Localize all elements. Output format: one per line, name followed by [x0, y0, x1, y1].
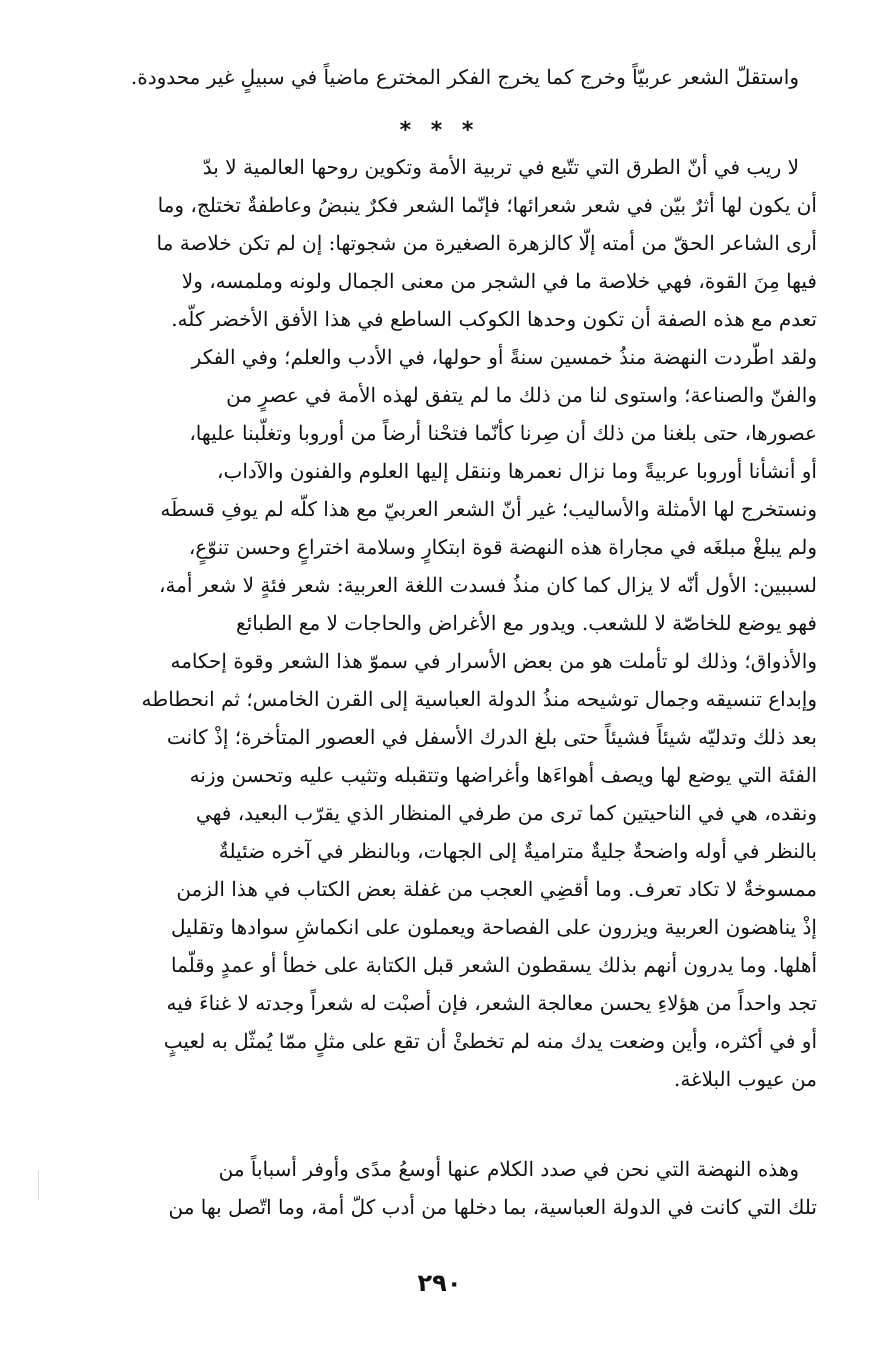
intro-paragraph: [62, 58, 817, 96]
text-line: أو أنشأنا أوروبا عربيةً وما نزال نعمرها وننقل إليها العلوم والفنون والآداب،: [217, 459, 817, 483]
main-paragraph: [62, 148, 817, 1098]
text-line: ونقده، هي في الناحيتين كما ترى من طرفي المنظار الذي يقرّب البعيد، فهي: [195, 801, 817, 825]
text-line: الفئة التي يوضع لها ويصف أهواءَها وأغراضها وتتقبله وتثيب عليه وتحسن وزنه: [189, 763, 817, 787]
text-line: واستقلّ الشعر عربيّاً وخرج كما يخرج الفكر المخترع ماضياً في سبيلٍ غير محدودة.: [130, 65, 799, 89]
text-line: ممسوخةٌ لا تكاد تعرف. وما أقضِي العجب من غفلة بعض الكتاب في هذا الزمن: [176, 877, 817, 901]
text-line: ونستخرج لها الأمثلة والأساليب؛ غير أنّ الشعر العربيّ مع هذا كلّه لم يوفِ قسطَه: [160, 497, 817, 521]
text-line: والفنّ والصناعة؛ واستوى لنا من ذلك ما لم يتفق لهذه الأمة في عصرٍ من: [226, 383, 817, 407]
text-line: بالنظر في أوله واضحةٌ جليةٌ متراميةٌ إلى الجهات، وبالنظر في آخره ضئيلةٌ: [218, 839, 817, 863]
page-number: ٢٩٠: [417, 1269, 462, 1297]
text-line: إذْ يناهضون العربية ويزرون على الفصاحة ويعملون على انكماشِ سوادها وتقليل: [171, 915, 817, 939]
text-line: فيها مِنَ القوة، فهي خلاصة ما في الشجر من معنى الجمال ولونه وملمسه، ولا: [181, 269, 817, 293]
text-line: ولم يبلغْ مبلغَه في مجاراة هذه النهضة قوة ابتكارٍ وسلامة اختراعٍ وحسن تنوّعٍ،: [188, 535, 817, 559]
text-line: لا ريب في أنّ الطرق التي تتّبع في تربية الأمة وتكوين روحها العالمية لا بدّ: [202, 155, 799, 179]
text-line: تجد واحداً من هؤلاءِ يحسن معالجة الشعر، فإن أصبْت له شعراً وجدته لا غناءَ فيه: [166, 991, 817, 1015]
text-line: لسببين: الأول أنّه لا يزال كما كان منذُ فسدت اللغة العربية: شعر فئةٍ لا شعر أمة،: [158, 573, 817, 597]
section-separator: * * *: [399, 118, 480, 143]
text-line: والأذواق؛ وذلك لو تأملت هو من بعض الأسرار في سموّ هذا الشعر وقوة إحكامه: [170, 649, 817, 673]
text-line: تعدم مع هذه الصفة أن تكون وحدها الكوكب الساطع في هذا الأفق الأخضر كلّه.: [171, 307, 817, 331]
text-line: وإبداع تنسيقه وجمال توشيحه منذُ الدولة العباسية إلى القرن الخامس؛ ثم انحطاطه: [141, 687, 817, 711]
text-line: بعد ذلك وتدليّه شيئاً فشيئاً حتى بلغ الدرك الأسفل في العصور المتأخرة؛ إذْ كانت: [166, 725, 817, 749]
text-line: أو في أكثره، وأين وضعت يدك منه لم تخطئْ أن تقع على مثلٍ ممّا يُمثّل به لعيبٍ: [163, 1029, 817, 1053]
text-line: فهو يوضع للخاصّة لا للشعب. ويدور مع الأغراض والحاجات لا مع الطبائع: [236, 611, 817, 635]
margin-mark: [38, 1170, 39, 1200]
text-line: أن يكون لها أثرٌ بيّن في شعر شعرائها؛ فإنّما الشعر فكرٌ ينبضُ وعاطفةٌ تختلج، وما: [157, 193, 817, 217]
text-line: أرى الشاعر الحقّ من أمته إلّا كالزهرة الصغيرة من شجوتها: إن لم تكن خلاصة ما: [156, 231, 817, 255]
text-line: وهذه النهضة التي نحن في صدد الكلام عنها أوسعُ مدًى وأوفر أسباباً من: [218, 1157, 799, 1181]
text-line: عصورها، حتى بلغنا من ذلك أن صِرنا كأنّما فتحْنا أرضاً من أوروبا وتغلّبنا عليها،: [189, 421, 817, 445]
text-line: تلك التي كانت في الدولة العباسية، بما دخلها من أدب كلّ أمة، وما اتّصل بها من: [168, 1195, 817, 1219]
text-line: ولقد اطّردت النهضة منذُ خمسين سنةً أو حولها، في الأدب والعلم؛ وفي الفكر: [191, 345, 817, 369]
text-line: أهلها. وما يدرون أنهم بذلك يسقطون الشعر قبل الكتابة على خطأ أو عمدٍ وقلّما: [170, 953, 817, 977]
text-line: من عيوب البلاغة.: [674, 1067, 817, 1091]
closing-paragraph: [62, 1150, 817, 1226]
